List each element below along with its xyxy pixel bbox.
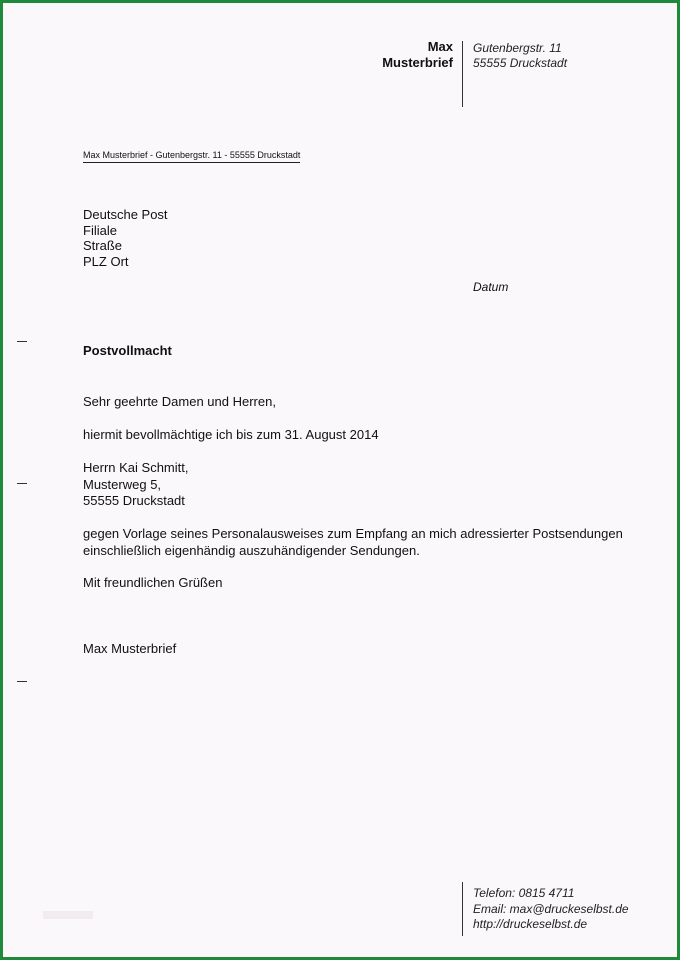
authorization-line-2: einschließlich eigenhändig auszuhändigender Sendungen. [83, 542, 420, 558]
sender-last-name: Musterbrief [382, 55, 453, 70]
sender-first-name: Max [427, 39, 453, 54]
agent-line-1: Herrn Kai Schmitt, [83, 460, 189, 475]
sender-name [303, 39, 453, 71]
sender-city: 55555 Druckstadt [473, 56, 568, 70]
signature-name: Max Musterbrief [83, 641, 177, 656]
footer-contact [473, 886, 629, 933]
date-field: Datum [473, 280, 509, 294]
footer-divider [462, 882, 463, 936]
recipient-line-1: Deutsche Post [83, 207, 168, 222]
sender-address [473, 41, 567, 71]
recipient-line-3: Straße [83, 238, 123, 253]
return-address-line: Max Musterbrief - Gutenbergstr. 11 - 55555 Druckstadt [83, 149, 300, 163]
recipient-address [83, 207, 168, 269]
agent-address [83, 460, 188, 510]
sender-street: Gutenbergstr. 11 [473, 41, 562, 55]
authorization-paragraph [83, 526, 623, 559]
letter-subject: Postvollmacht [83, 343, 172, 358]
fold-mark-top [17, 341, 27, 342]
agent-line-2: Musterweg 5, [83, 476, 162, 492]
faint-watermark [43, 911, 93, 919]
footer-website: http://druckeselbst.de [473, 917, 588, 931]
fold-mark-bottom [17, 681, 27, 682]
closing: Mit freundlichen Grüßen [83, 575, 223, 590]
recipient-line-2: Filiale [83, 222, 117, 238]
recipient-line-4: PLZ Ort [83, 253, 129, 269]
salutation: Sehr geehrte Damen und Herren, [83, 394, 276, 409]
footer-email: Email: max@druckeselbst.de [473, 901, 629, 916]
punch-mark [17, 483, 27, 484]
header-divider [462, 41, 463, 107]
agent-line-3: 55555 Druckstadt [83, 493, 185, 508]
intro-paragraph: hiermit bevollmächtige ich bis zum 31. August 2014 [83, 427, 379, 442]
footer-phone: Telefon: 0815 4711 [473, 886, 575, 900]
authorization-line-1: gegen Vorlage seines Personalausweises zum Empfang an mich adressierter Postsendungen [83, 526, 623, 541]
